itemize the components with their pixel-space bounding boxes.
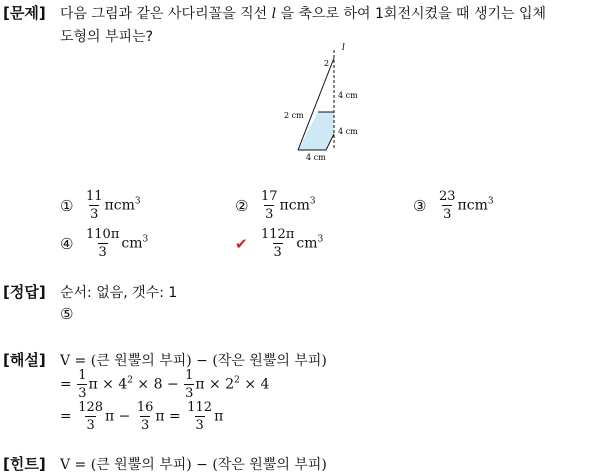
choice-unit: πcm bbox=[457, 197, 488, 214]
choice-1[interactable] bbox=[60, 190, 141, 221]
expression-part: π × 4 bbox=[88, 376, 128, 393]
choice-2[interactable] bbox=[235, 190, 316, 221]
choice-unit: cm bbox=[121, 235, 143, 252]
length-bottom: 4 cm bbox=[306, 153, 326, 162]
length-top-right: 4 cm bbox=[338, 91, 358, 100]
fraction-numerator: 1 bbox=[185, 368, 194, 383]
fraction-numerator: 128 bbox=[78, 400, 104, 415]
axis-label: l bbox=[342, 43, 345, 53]
fraction-numerator: 110π bbox=[86, 227, 120, 242]
fraction-denominator: 3 bbox=[78, 386, 87, 401]
choice-4[interactable] bbox=[60, 228, 148, 259]
length-right: 4 cm bbox=[338, 127, 358, 136]
hint-label: [힌트] bbox=[3, 455, 46, 473]
expression-part: × 4 bbox=[239, 376, 270, 393]
fraction-denominator: 3 bbox=[273, 245, 282, 260]
equals-sign: = bbox=[60, 376, 77, 393]
hint-line1: V = (큰 원뿔의 부피) − (작은 원뿔의 부피) bbox=[60, 457, 327, 473]
choice-exponent: 3 bbox=[309, 196, 316, 207]
problem-label: [문제] bbox=[3, 4, 46, 22]
expression-part: π × 2 bbox=[195, 376, 235, 393]
fraction-denominator: 3 bbox=[265, 207, 274, 222]
fraction-denominator: 3 bbox=[443, 207, 452, 222]
equals-sign: = bbox=[60, 408, 77, 425]
choice-unit: cm bbox=[296, 235, 318, 252]
solution-line3 bbox=[60, 401, 223, 432]
fraction-numerator: 112 bbox=[187, 400, 213, 415]
choice-exponent: 3 bbox=[134, 196, 141, 207]
choice-unit: πcm bbox=[279, 197, 310, 214]
fraction-numerator: 16 bbox=[136, 400, 154, 415]
solution-line2 bbox=[60, 369, 269, 400]
exponent: 2 bbox=[234, 375, 240, 386]
choice-exponent: 3 bbox=[487, 196, 494, 207]
choice-exponent: 3 bbox=[142, 234, 149, 245]
choice-3[interactable] bbox=[413, 190, 494, 221]
choice-value bbox=[84, 228, 148, 259]
exponent: 2 bbox=[127, 375, 133, 386]
solution-label: [해설] bbox=[3, 351, 46, 369]
choice-value bbox=[84, 190, 141, 221]
choice-value bbox=[259, 190, 316, 221]
fraction-denominator: 3 bbox=[98, 245, 107, 260]
answer-order-count: 순서: 없음, 갯수: 1 bbox=[60, 285, 178, 301]
fraction-numerator: 11 bbox=[86, 189, 103, 204]
choice-mark: ② bbox=[235, 196, 249, 215]
choice-mark: ③ bbox=[413, 196, 427, 215]
fraction-denominator: 3 bbox=[86, 418, 95, 433]
fraction-numerator: 112π bbox=[261, 227, 295, 242]
trapezoid-figure bbox=[280, 42, 370, 164]
choice-value bbox=[437, 190, 494, 221]
apex-label: 2 bbox=[324, 59, 330, 68]
problem-text-part: 다음 그림과 같은 사다리꼴을 직선 bbox=[60, 6, 272, 22]
problem-text-line1 bbox=[60, 3, 546, 23]
fraction-denominator: 3 bbox=[90, 207, 99, 222]
expression-part: π − bbox=[105, 408, 135, 425]
choice-mark: ④ bbox=[60, 234, 74, 253]
solution-line1: V = (큰 원뿔의 부피) − (작은 원뿔의 부피) bbox=[60, 353, 327, 369]
expression-part: π bbox=[214, 408, 224, 425]
problem-text-line2: 도형의 부피는? bbox=[60, 29, 154, 45]
expression-part: × 8 − bbox=[132, 376, 184, 393]
choice-5[interactable] bbox=[235, 228, 323, 259]
answer-value: ⑤ bbox=[60, 305, 74, 323]
fraction-numerator: 1 bbox=[78, 368, 87, 383]
fraction-numerator: 23 bbox=[439, 189, 456, 204]
fraction-numerator: 17 bbox=[261, 189, 278, 204]
fraction-denominator: 3 bbox=[140, 418, 150, 433]
expression-part: π = bbox=[155, 408, 186, 425]
choice-value bbox=[259, 228, 323, 259]
length-left: 2 cm bbox=[284, 111, 304, 120]
answer-label: [정답] bbox=[3, 283, 46, 301]
checkmark-icon: ✔ bbox=[235, 234, 248, 253]
choice-exponent: 3 bbox=[317, 234, 324, 245]
choice-mark: ① bbox=[60, 196, 74, 215]
fraction-denominator: 3 bbox=[185, 386, 194, 401]
axis-variable: l bbox=[271, 6, 277, 22]
choice-unit: πcm bbox=[104, 197, 135, 214]
problem-text-part: 을 축으로 하여 1회전시켰을 때 생기는 입체 bbox=[276, 6, 547, 22]
fraction-denominator: 3 bbox=[195, 418, 204, 433]
